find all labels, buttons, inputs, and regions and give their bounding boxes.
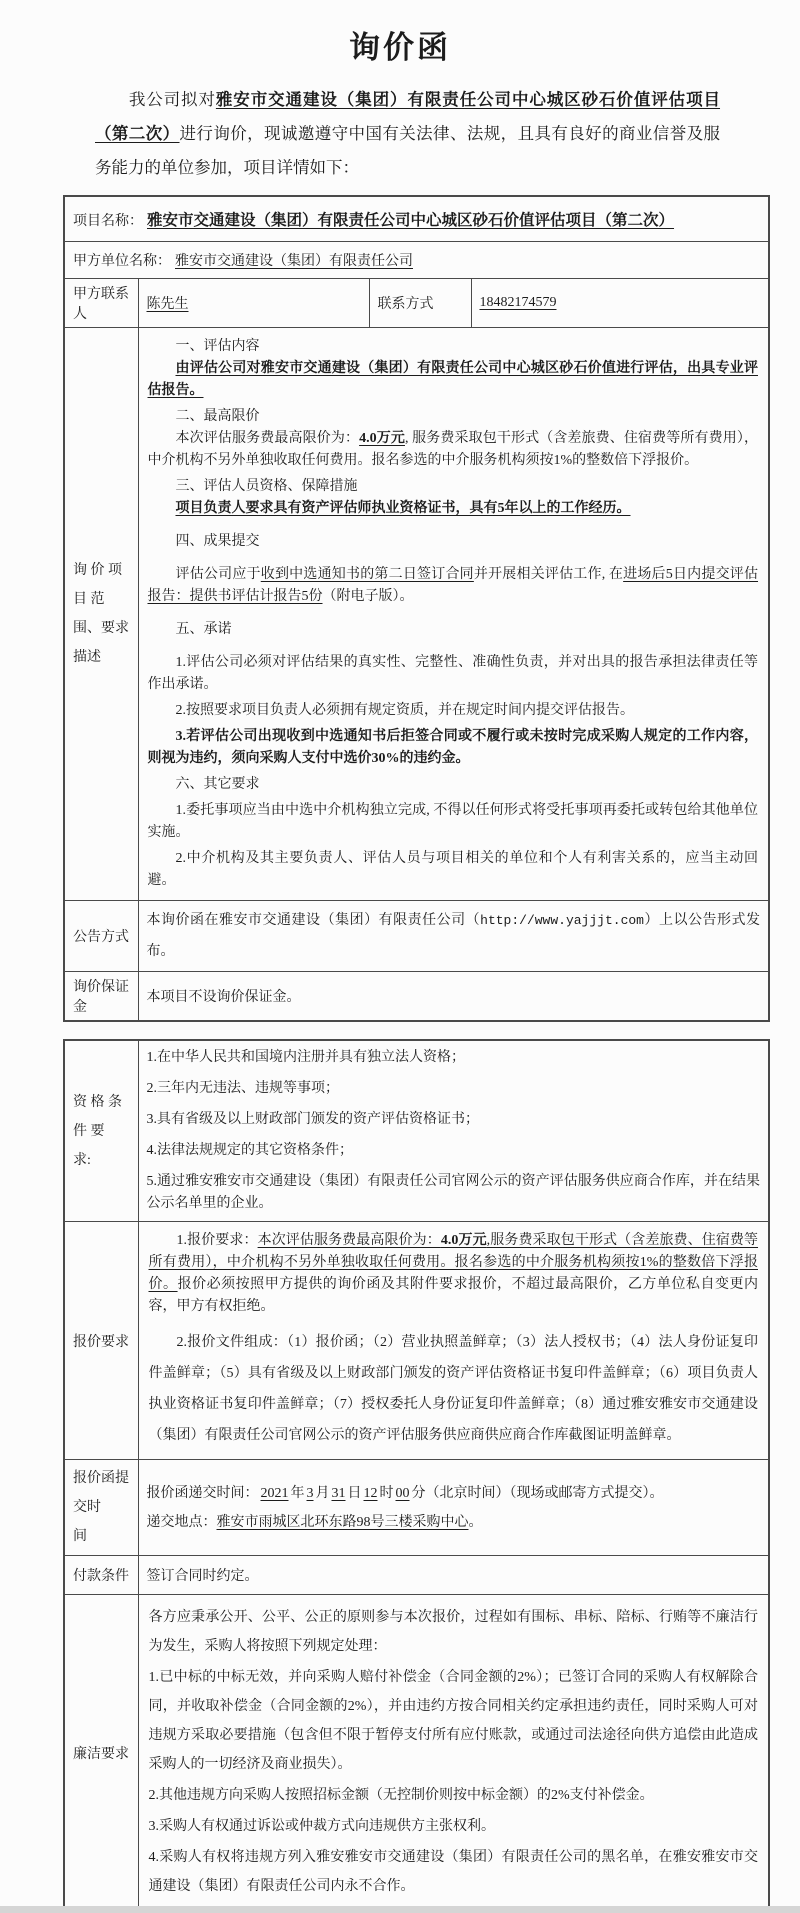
qualification-item: 1.在中华人民共和国境内注册并具有独立法人资格； <box>146 1050 465 1065</box>
intro-paragraph <box>95 83 720 185</box>
scope-section6-heading: 六、其它要求 <box>175 777 260 792</box>
party-a-label: 甲方单位名称： <box>73 254 171 269</box>
table-row-submission-time <box>64 1460 769 1556</box>
integrity-content <box>149 1603 759 1901</box>
payment-value-cell: 签订合同时约定。 <box>138 1556 769 1595</box>
table-row-quote-requirements <box>64 1222 769 1460</box>
table-row-scope <box>64 328 769 901</box>
qualification-items <box>147 1047 761 1215</box>
submission-day: 31 <box>331 1485 346 1501</box>
scope-section4-heading: 四、成果提交 <box>175 534 260 549</box>
intro-project-name: 雅安市交通建设（集团）有限责任公司中心城区砂石价值评估项目（第二次） <box>95 90 721 143</box>
payment-label-cell: 付款条件 <box>64 1556 138 1595</box>
integrity-intro: 各方应秉承公开、公平、公正的原则参与本次报价，过程如有围标、串标、陪标、行贿等不廉洁行为发生，采购人将按照下列规定处理： <box>148 1610 758 1654</box>
company-website-url: http://www.yajjjt.com <box>480 913 644 928</box>
announcement-content-cell <box>138 901 769 972</box>
scope-section1-body: 由评估公司对雅安市交通建设（集团）有限责任公司中心城区砂石价值进行评估，出具专业评估报告。 <box>147 361 758 398</box>
scope-section6-item2: 2.中介机构及其主要负责人、评估人员与项目相关的单位和个人有利害关系的，应当主动回避。 <box>147 851 758 888</box>
scope-label: 询 价 项 目 范 围、要求描述 <box>73 563 129 665</box>
phone-value-cell <box>471 279 769 328</box>
submission-label-cell <box>64 1460 138 1556</box>
contact-phone-number: 18482174579 <box>479 295 557 310</box>
document-title: 询价函 <box>349 30 451 65</box>
qualification-label: 资 格 条 件 要 求: <box>73 1094 122 1168</box>
table-row-party-a <box>64 242 769 279</box>
qualification-item: 4.法律法规规定的其它资格条件； <box>146 1143 353 1158</box>
scope-section6-item1: 1.委托事项应当由中选中介机构独立完成, 不得以任何形式将受托事项再委托或转包给其他单位实施。 <box>147 803 758 840</box>
contact-value-cell <box>138 279 369 328</box>
integrity-item: 3.采购人有权通过诉讼或仲裁方式向违规供方主张权利。 <box>148 1819 495 1834</box>
table-row-announcement <box>64 901 769 972</box>
quote-content <box>149 1230 759 1451</box>
project-name-cell <box>64 196 769 242</box>
submission-year: 2021 <box>260 1485 289 1501</box>
qualification-label-cell <box>64 1040 138 1222</box>
scope-content-cell <box>138 328 769 901</box>
scope-section4-body: 评估公司应于收到中选通知书的第二日签订合同并开展相关评估工作, 在进场后5日内提交评估报告：提供书评估计报告5份（附电子版）。 <box>147 567 759 604</box>
intro-pre-text: 我公司拟对 <box>128 90 216 109</box>
requirements-table <box>63 1039 770 1913</box>
qualification-item: 2.三年内无违法、违规等事项； <box>146 1081 339 1096</box>
project-info-table <box>63 195 770 1022</box>
qualification-content-cell <box>138 1040 769 1222</box>
quote-label-cell: 报价要求 <box>64 1222 138 1460</box>
submission-time-line: 报价函递交时间： 2021 年 3 月 31 日 12 时 00 分（北京时间）（现场或邮寄方式提交）。 <box>146 1485 664 1501</box>
party-a-cell <box>64 242 769 279</box>
screenshot-bottom-edge <box>0 1906 800 1913</box>
scope-section5-item2: 2.按照要求项目负责人必须拥有规定资质，并在规定时间内提交评估报告。 <box>175 703 634 718</box>
scope-label-cell <box>64 328 138 901</box>
contact-label-cell: 甲方联系人 <box>64 279 138 328</box>
quote-paragraph-2: 2.报价文件组成：（1）报价函；（2）营业执照盖鲜章；（3）法人授权书；（4）法人身份证复印件盖鲜章；（5）具有省级及以上财政部门颁发的资产评估资格证书复印件盖鲜章；（6）项目负责人执业资格证书复印件盖鲜章；（7）授权委托人身份证复印件盖鲜章；（8）通过雅安雅安市交通建设（集团）有限责任公司官网公示的资产评估服务供应商供应商合作库截图证明盖鲜章。 <box>148 1335 758 1443</box>
scope-content <box>148 336 759 892</box>
submission-address: 雅安市雨城区北环东路98号三楼采购中心 <box>216 1514 469 1530</box>
quote-paragraph-1: 1.报价要求：本次评估服务费最高限价为：4.0万元,服务费采取包干形式（含差旅费、住宿费等所有费用），中介机构不另外单独收取任何费用。报名参选的中介服务机构须按1%的整数倍下浮报价。报价必须按照甲方提供的询价函及其附件要求报价，不超过最高限价，乙方单位私自变更内容，甲方有权拒绝。 <box>148 1233 759 1314</box>
project-name-value: 雅安市交通建设（集团）有限责任公司中心城区砂石价值评估项目（第二次） <box>147 212 675 229</box>
scope-section3-heading: 三、评估人员资格、保障措施 <box>175 479 358 494</box>
contact-person-name: 陈先生 <box>146 297 189 312</box>
scope-section5-item1: 1.评估公司必须对评估结果的真实性、完整性、准确性负责，并对出具的报告承担法律责任等作出承诺。 <box>147 655 758 692</box>
intro-post-text: 进行询价，现诚邀遵守中国有关法律、法规，且具有良好的商业信誉及服务能力的单位参加，项目详情如下： <box>95 124 721 177</box>
table-row-qualification <box>64 1040 769 1222</box>
table-row-project-name <box>64 196 769 242</box>
integrity-item: 4.采购人有权将违规方列入雅安雅安市交通建设（集团）有限责任公司的黑名单，在雅安雅安市交通建设（集团）有限责任公司内永不合作。 <box>148 1850 758 1894</box>
scope-section5-item3: 3.若评估公司出现收到中选通知书后拒签合同或不履行或未按时完成采购人规定的工作内容，则视为违约，须向采购人支付中选价30%的违约金。 <box>147 729 758 766</box>
submission-month: 3 <box>306 1485 314 1501</box>
party-a-value: 雅安市交通建设（集团）有限责任公司 <box>175 254 413 269</box>
announcement-text: 本询价函在雅安市交通建设（集团）有限责任公司（http://www.yajjjt.com）上以公告形式发布。 <box>146 913 761 959</box>
submission-content <box>147 1479 761 1537</box>
quote-max-price-value: 4.0万元 <box>440 1233 487 1248</box>
qualification-item: 3.具有省级及以上财政部门颁发的资产评估资格证书； <box>146 1112 479 1127</box>
submission-hour: 12 <box>363 1485 378 1501</box>
table-row-payment-terms <box>64 1556 769 1595</box>
table-row-contact <box>64 279 769 328</box>
deposit-value-cell: 本项目不设询价保证金。 <box>138 972 769 1022</box>
integrity-item: 2.其他违规方向采购人按照招标金额（无控制价则按中标金额）的2%支付补偿金。 <box>148 1788 654 1803</box>
scope-section5-heading: 五、承诺 <box>175 622 232 637</box>
table-row-integrity <box>64 1595 769 1913</box>
integrity-item: 1.已中标的中标无效，并向采购人赔付补偿金（合同金额的2%）；已签订合同的采购人有权解除合同，并收取补偿金（合同金额的2%），并由违约方按合同相关约定承担违约责任，同时采购人可对违规方采取必要措施（包含但不限于暂停支付所有应付账款，或通过司法途径向供方追偿由此造成采购人的一切经济及商业损失）。 <box>148 1670 758 1772</box>
scope-section3-body: 项目负责人要求具有资产评估师执业资格证书，具有5年以上的工作经历。 <box>175 501 631 516</box>
scope-section2-heading: 二、最高限价 <box>175 409 260 424</box>
announcement-label-cell: 公告方式 <box>64 901 138 972</box>
project-name-label: 项目名称： <box>73 214 143 229</box>
phone-label-cell: 联系方式 <box>369 279 471 328</box>
submission-minute: 00 <box>395 1485 410 1501</box>
scope-section1-heading: 一、评估内容 <box>175 339 260 354</box>
deposit-label-cell: 询价保证金 <box>64 972 138 1022</box>
qualification-item: 5.通过雅安雅安市交通建设（集团）有限责任公司官网公示的资产评估服务供应商合作库，并在结果公示名单里的企业。 <box>146 1174 760 1211</box>
max-price-value: 4.0万元 <box>359 431 405 446</box>
table-row-deposit <box>64 972 769 1022</box>
submission-label: 报价函提交时 间 <box>73 1471 129 1544</box>
integrity-content-cell <box>138 1595 769 1913</box>
quote-content-cell <box>138 1222 769 1460</box>
scope-section2-body: 本次评估服务费最高限价为：4.0万元, 服务费采取包干形式（含差旅费、住宿费等所有费用），中介机构不另外单独收取任何费用。报名参选的中介服务机构须按1%的整数倍下浮报价。 <box>147 431 759 468</box>
submission-place-line: 递交地点：雅安市雨城区北环东路98号三楼采购中心。 <box>146 1514 483 1530</box>
integrity-label-cell: 廉洁要求 <box>64 1595 138 1913</box>
submission-content-cell <box>138 1460 769 1556</box>
